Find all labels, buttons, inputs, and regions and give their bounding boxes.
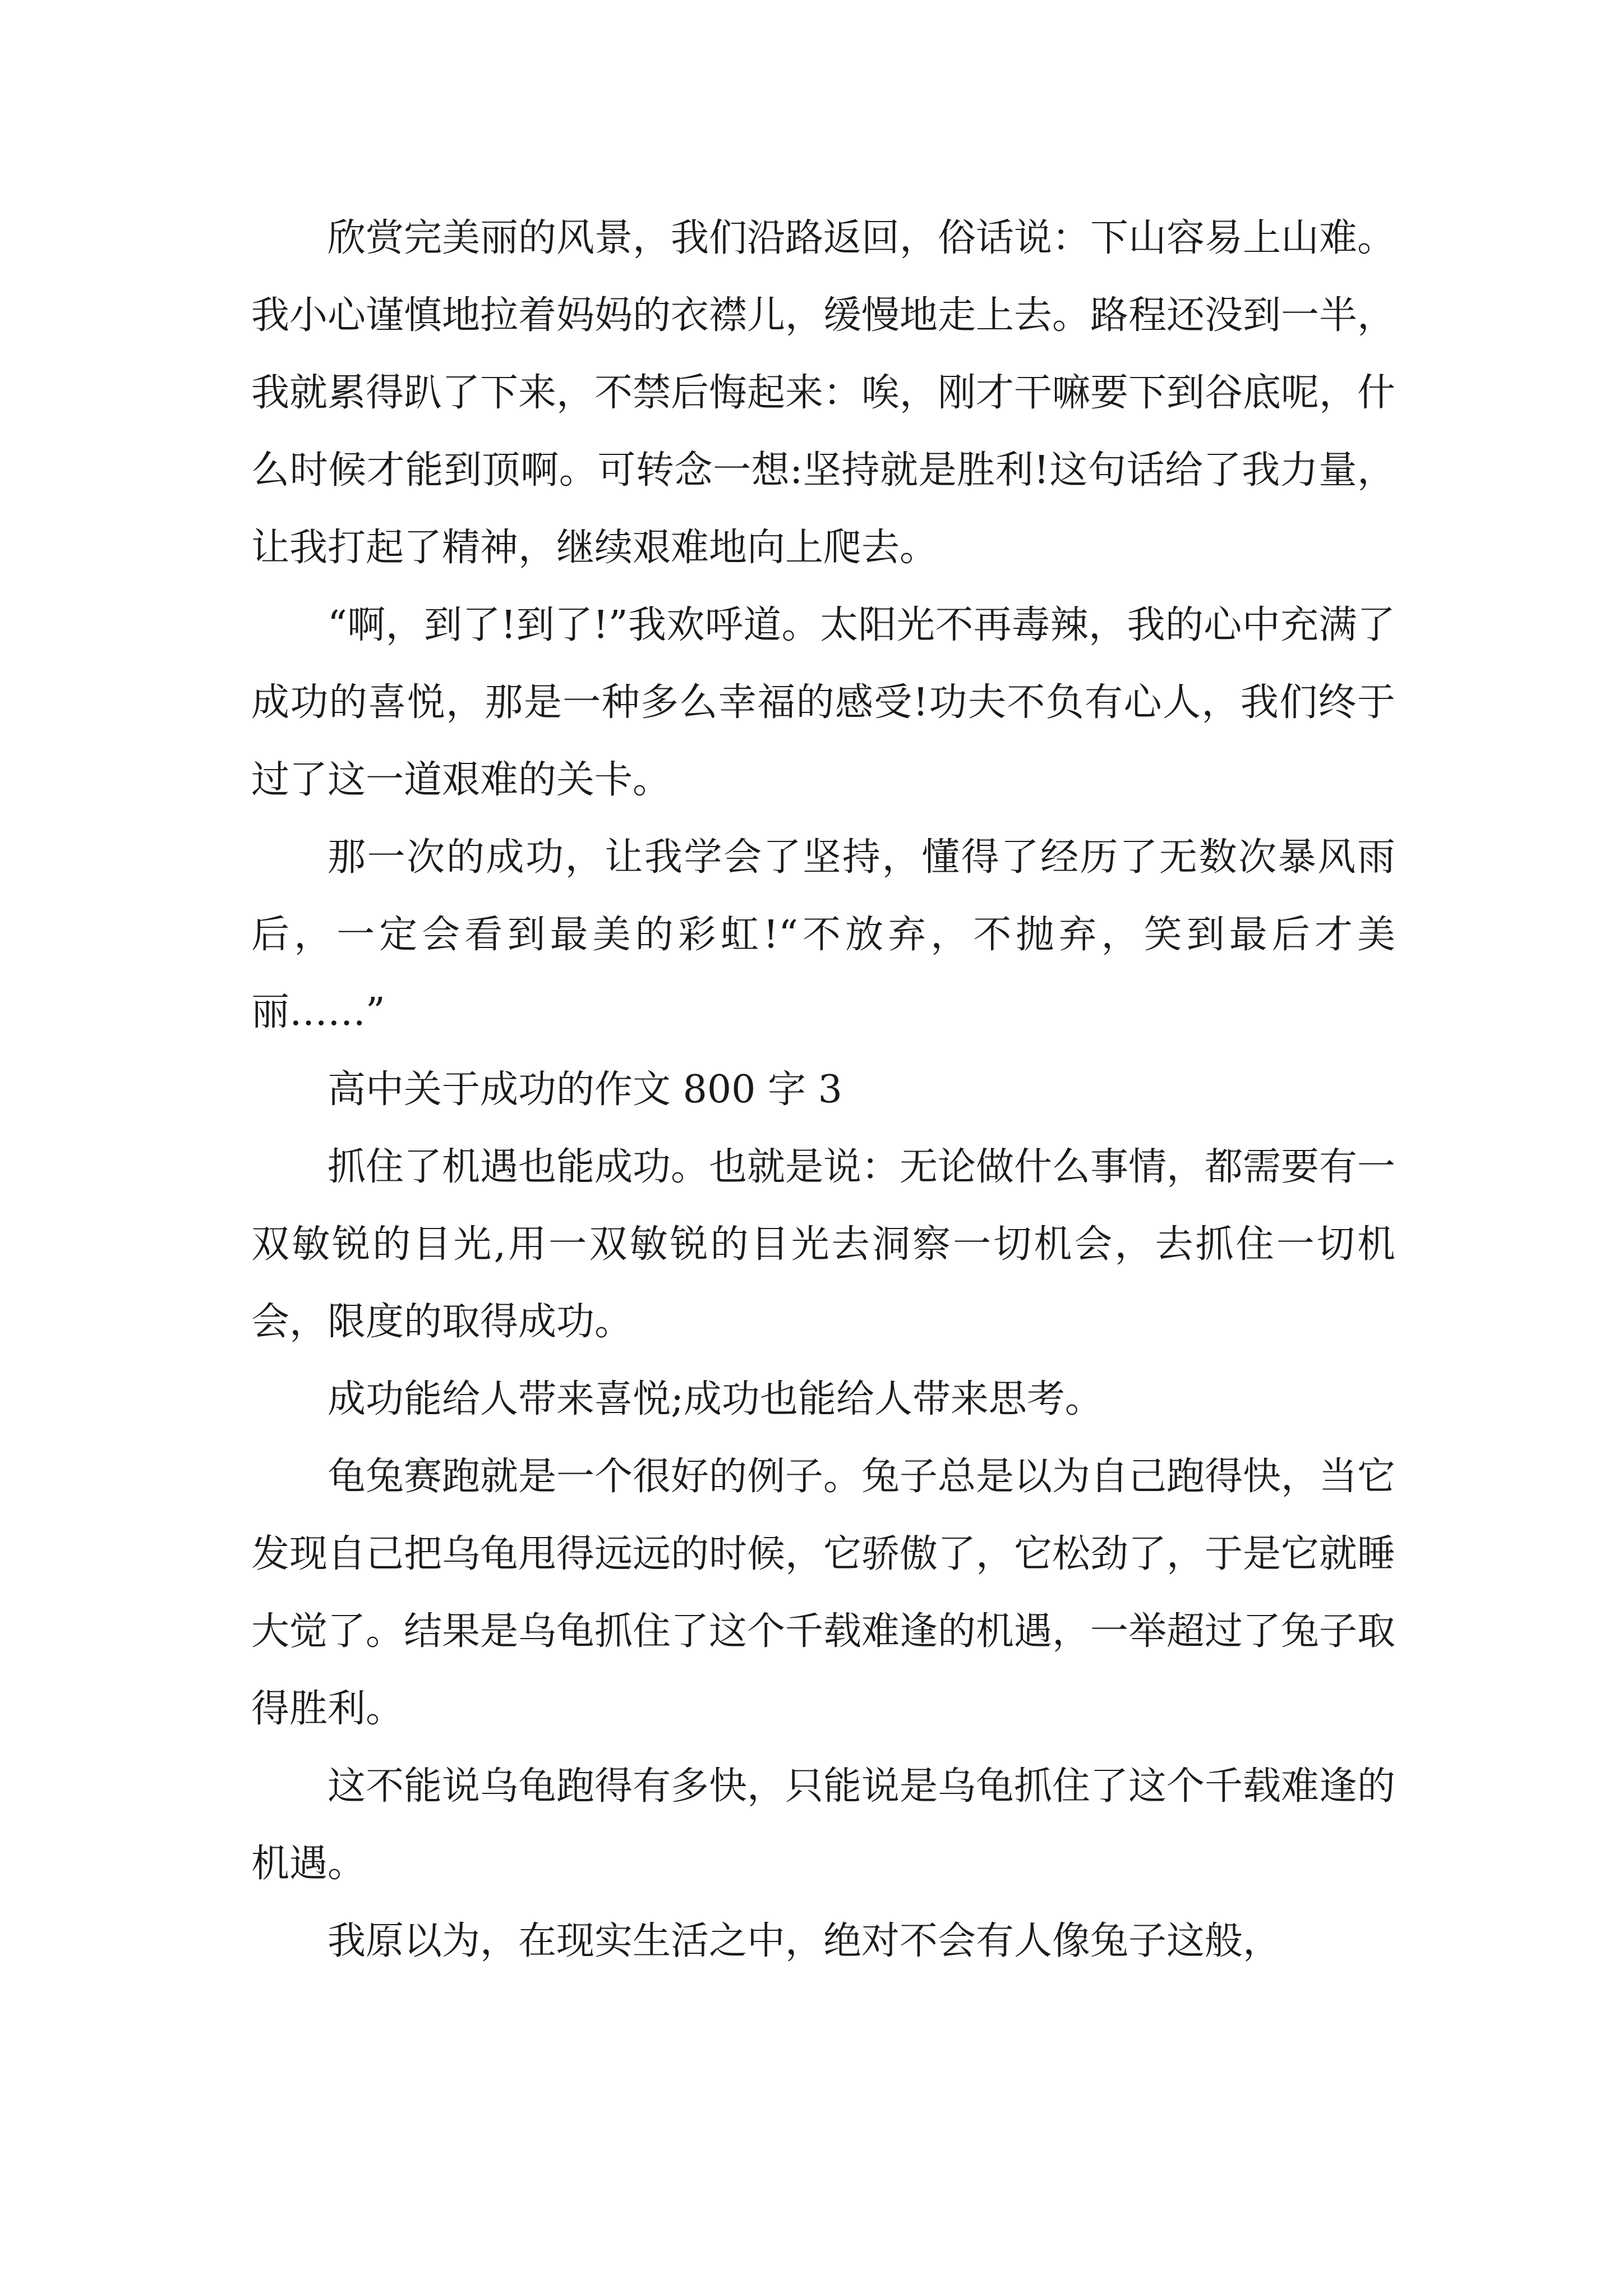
- paragraph: 龟兔赛跑就是一个很好的例子。兔子总是以为自己跑得快，当它发现自己把乌龟甩得远远的时候，它骄傲了，它松劲了，于是它就睡大觉了。结果是乌龟抓住了这个千载难逢的机遇，一举超过了兔子取得胜利。: [251, 1455, 1396, 1731]
- paragraph: 欣赏完美丽的风景，我们沿路返回，俗话说：下山容易上山难。我小心谨慎地拉着妈妈的衣襟儿，缓慢地走上去。路程还没到一半，我就累得趴了下来，不禁后悔起来：唉，刚才干嘛要下到谷底呢，什么时候才能到顶啊。可转念一想:坚持就是胜利!这句话给了我力量，让我打起了精神，继续艰难地向上爬去。: [251, 216, 1396, 570]
- paragraph: 成功能给人带来喜悦;成功也能给人带来思考。: [328, 1377, 1103, 1421]
- paragraph: 那一次的成功，让我学会了坚持，懂得了经历了无数次暴风雨后，一定会看到最美的彩虹!“不放弃，不抛弃，笑到最后才美丽……”: [251, 835, 1395, 1034]
- section-heading: 高中关于成功的作文 800 字 3: [328, 1068, 842, 1112]
- paragraph: “啊，到了!到了!”我欢呼道。太阳光不再毒辣，我的心中充满了成功的喜悦，那是一种多么幸福的感受!功夫不负有心人，我们终于过了这一道艰难的关卡。: [251, 603, 1395, 802]
- paragraph: 抓住了机遇也能成功。也就是说：无论做什么事情，都需要有一双敏锐的目光,用一双敏锐的目光去洞察一切机会，去抓住一切机会，限度的取得成功。: [251, 1145, 1396, 1344]
- paragraph: 这不能说乌龟跑得有多快，只能说是乌龟抓住了这个千载难逢的机遇。: [251, 1764, 1396, 1886]
- paragraph: 我原以为，在现实生活之中，绝对不会有人像兔子这般，: [328, 1919, 1281, 1963]
- document-body: [251, 200, 1395, 1980]
